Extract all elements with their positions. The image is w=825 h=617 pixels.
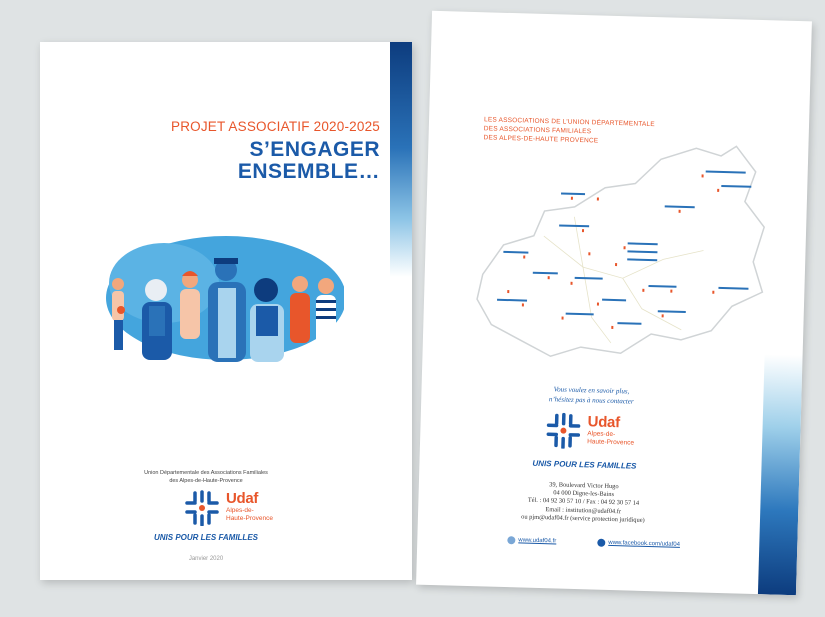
- cover-title: [238, 139, 380, 183]
- facebook-icon: [597, 539, 605, 547]
- back-cover-page: [416, 11, 812, 595]
- cover-title-line-2: ENSEMBLE…: [237, 160, 380, 183]
- udaf-region: [226, 507, 273, 523]
- address-city: 04 000 Digne-les-Bains: [553, 489, 615, 499]
- associations-title-line-1: LES ASSOCIATIONS DE L’UNION DÉPARTEMENTALE: [483, 116, 655, 129]
- blue-gradient-band: [758, 354, 803, 595]
- udaf-wordmark: Udaf: [226, 490, 259, 507]
- udaf-region-line-2: Haute-Provence: [226, 515, 273, 522]
- udaf-region-line-1: Alpes-de-: [226, 507, 254, 514]
- contact-invitation: [421, 381, 761, 410]
- phone-fax: Tél. : 04 92 30 57 10 / Fax : 04 92 30 57 14: [527, 497, 640, 508]
- udaf-region-line-1: Alpes-de-: [587, 430, 616, 439]
- contact-invitation-line-1: Vous voulez en savoir plus,: [553, 385, 630, 396]
- cover-title-line-1: S’ENGAGER: [249, 138, 380, 161]
- front-cover-page: [40, 42, 412, 580]
- contact-invitation-line-2: n’hésitez pas à nous contacter: [548, 395, 634, 406]
- facebook-link[interactable]: [597, 539, 680, 549]
- web-links: [507, 536, 707, 554]
- udaf-region-line-2: Haute-Provence: [587, 438, 635, 447]
- slogan: UNIS POUR LES FAMILLES: [532, 458, 637, 471]
- cover-subtitle: PROJET ASSOCIATIF 2020-2025: [171, 119, 380, 134]
- website-link[interactable]: [507, 536, 556, 545]
- email-legal-service: ou pjm@udaf04.fr (service protection juridique): [521, 513, 645, 524]
- globe-icon: [507, 536, 515, 544]
- udaf-logo: [545, 412, 666, 455]
- contact-address: [418, 478, 749, 528]
- publication-date: Janvier 2020: [188, 556, 224, 562]
- people-illustration: [104, 228, 344, 368]
- facebook-url: www.facebook.com/udaf04: [608, 539, 681, 548]
- email-address: Email : institution@udaf04.fr: [545, 505, 622, 515]
- department-map: [460, 124, 777, 373]
- udaf-logo-icon: [184, 490, 220, 526]
- union-name-line-1: Union Départementale des Associations Familiales: [144, 470, 268, 476]
- union-name: [40, 469, 372, 485]
- udaf-logo-icon: [545, 412, 582, 449]
- associations-title-line-3: DES ALPES-DE-HAUTE PROVENCE: [483, 134, 599, 145]
- address-street: 39, Boulevard Victor Hugo: [549, 481, 619, 491]
- website-url: www.udaf04.fr: [518, 537, 557, 545]
- associations-title-line-2: DES ASSOCIATIONS FAMILIALES: [483, 125, 592, 136]
- union-name-line-2: des Alpes-de-Haute-Provence: [169, 478, 243, 484]
- blue-gradient-band: [390, 42, 412, 277]
- udaf-wordmark: Udaf: [587, 413, 621, 432]
- udaf-region: [587, 430, 634, 447]
- udaf-logo: [184, 490, 294, 528]
- slogan: UNIS POUR LES FAMILLES: [153, 533, 258, 542]
